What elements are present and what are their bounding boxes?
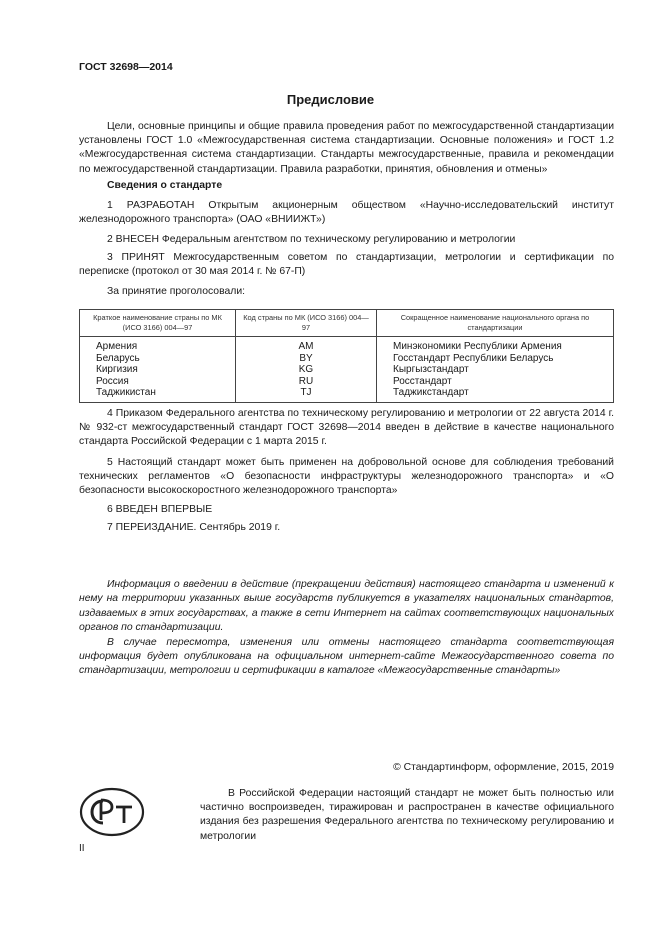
voted-label: За принятие проголосовали:	[107, 286, 246, 297]
page-number: II	[79, 843, 85, 854]
column-header-body: Сокращенное наименование национального органа по стандартизации	[377, 310, 614, 337]
table-row	[80, 353, 614, 365]
body-cell: Минэкономики Республики Армения	[377, 337, 614, 353]
voted-block	[79, 285, 614, 299]
page-title: Предисловие	[286, 92, 375, 107]
item-5: 5 Настоящий стандарт может быть применен на добровольной основе для соблюдения требований технических регламентов «О безопасности инфраструктуры железнодорожного транспорта» и «О безопасности высокоскоростного железнодорожного транспорта»	[79, 457, 614, 497]
voting-table	[79, 309, 614, 403]
about-heading-block	[79, 179, 614, 193]
notice-text: В Российской Федерации настоящий стандарт не может быть полностью или частично воспроизведен, тиражирован и распространен в качестве официального издания без разрешения Федерального агентства по техническому регулированию и метрологии	[200, 788, 614, 842]
table-row	[80, 337, 614, 353]
body-cell: Росстандарт	[377, 376, 614, 388]
body-cell: Кыргызстандарт	[377, 364, 614, 376]
info-paragraph-2: В случае пересмотра, изменения или отмены настоящего стандарта соответствующая информация будет опубликована на официальном интернет-сайте Межгосударственного совета по стандартизации, метрологии и сертификации в каталоге «Межгосударственные стандарты»	[79, 636, 614, 677]
item-5-block	[79, 456, 614, 499]
item-4-block	[79, 407, 614, 450]
standard-number: ГОСТ 32698—2014	[79, 61, 173, 73]
reproduction-notice	[200, 787, 614, 844]
table-header-row	[80, 310, 614, 337]
country-cell: Армения	[80, 337, 236, 353]
table-row	[80, 364, 614, 376]
column-header-country: Краткое наименование страны по МК (ИСО 3166) 004—97	[80, 310, 236, 337]
table-row	[80, 376, 614, 388]
item-2: 2 ВНЕСЕН Федеральным агентством по техническому регулированию и метрологии	[107, 234, 516, 245]
item-6: 6 ВВЕДЕН ВПЕРВЫЕ	[107, 504, 213, 515]
country-cell: Таджикистан	[80, 387, 236, 402]
table-row	[80, 387, 614, 402]
item-4: 4 Приказом Федерального агентства по техническому регулированию и метрологии от 22 августа 2014 г. № 932-ст межгосударственный стандарт ГОСТ 32698—2014 введен в действие в качестве национального стандарта Российской Федерации с 1 марта 2015 г.	[79, 408, 614, 448]
item-1: 1 РАЗРАБОТАН Открытым акционерным обществом «Научно-исследовательский институт железнодорожного транспорта» (ОАО «ВНИИЖТ»)	[79, 200, 614, 226]
intro-block	[79, 120, 614, 177]
item-1-block	[79, 199, 614, 227]
column-header-code: Код страны по МК (ИСО 3166) 004—97	[236, 310, 377, 337]
item-3: 3 ПРИНЯТ Межгосударственным советом по стандартизации, метрологии и сертификации по переписке (протокол от 30 мая 2014 г. № 67-П)	[79, 252, 614, 278]
item-6-block	[79, 503, 614, 517]
body-cell: Госстандарт Республики Беларусь	[377, 353, 614, 365]
about-heading: Сведения о стандарте	[107, 180, 223, 191]
info-paragraph-1: Информация о введении в действие (прекращении действия) настоящего стандарта и изменений к нему на территории указанных выше государств публикуется в указателях национальных стандартов, издаваемых в этих государствах, а также в сети Интернет на сайтах соответствующих национальных органов по стандартизации.	[79, 579, 614, 634]
item-3-block	[79, 251, 614, 279]
code-cell: BY	[236, 353, 377, 365]
item-7-block	[79, 521, 614, 535]
item-7: 7 ПЕРЕИЗДАНИЕ. Сентябрь 2019 г.	[107, 522, 281, 533]
publication-info	[79, 578, 614, 679]
code-cell: KG	[236, 364, 377, 376]
item-2-block	[79, 233, 614, 247]
rst-logo-icon	[79, 787, 145, 837]
body-cell: Таджикстандарт	[377, 387, 614, 402]
country-cell: Киргизия	[80, 364, 236, 376]
code-cell: AM	[236, 337, 377, 353]
code-cell: RU	[236, 376, 377, 388]
country-cell: Беларусь	[80, 353, 236, 365]
intro-paragraph: Цели, основные принципы и общие правила проведения работ по межгосударственной стандартизации установлены ГОСТ 1.0 «Межгосударственная система стандартизации. Основные положения» и ГОСТ 1.2 «Межгосударственная система стандартизации. Стандарты межгосударственные, правила и рекомендации по межгосударственной стандартизации. Правила разработки, принятия, обновления и отмены»	[79, 121, 614, 175]
code-cell: TJ	[236, 387, 377, 402]
copyright-line: © Стандартинформ, оформление, 2015, 2019	[393, 762, 614, 773]
country-cell: Россия	[80, 376, 236, 388]
